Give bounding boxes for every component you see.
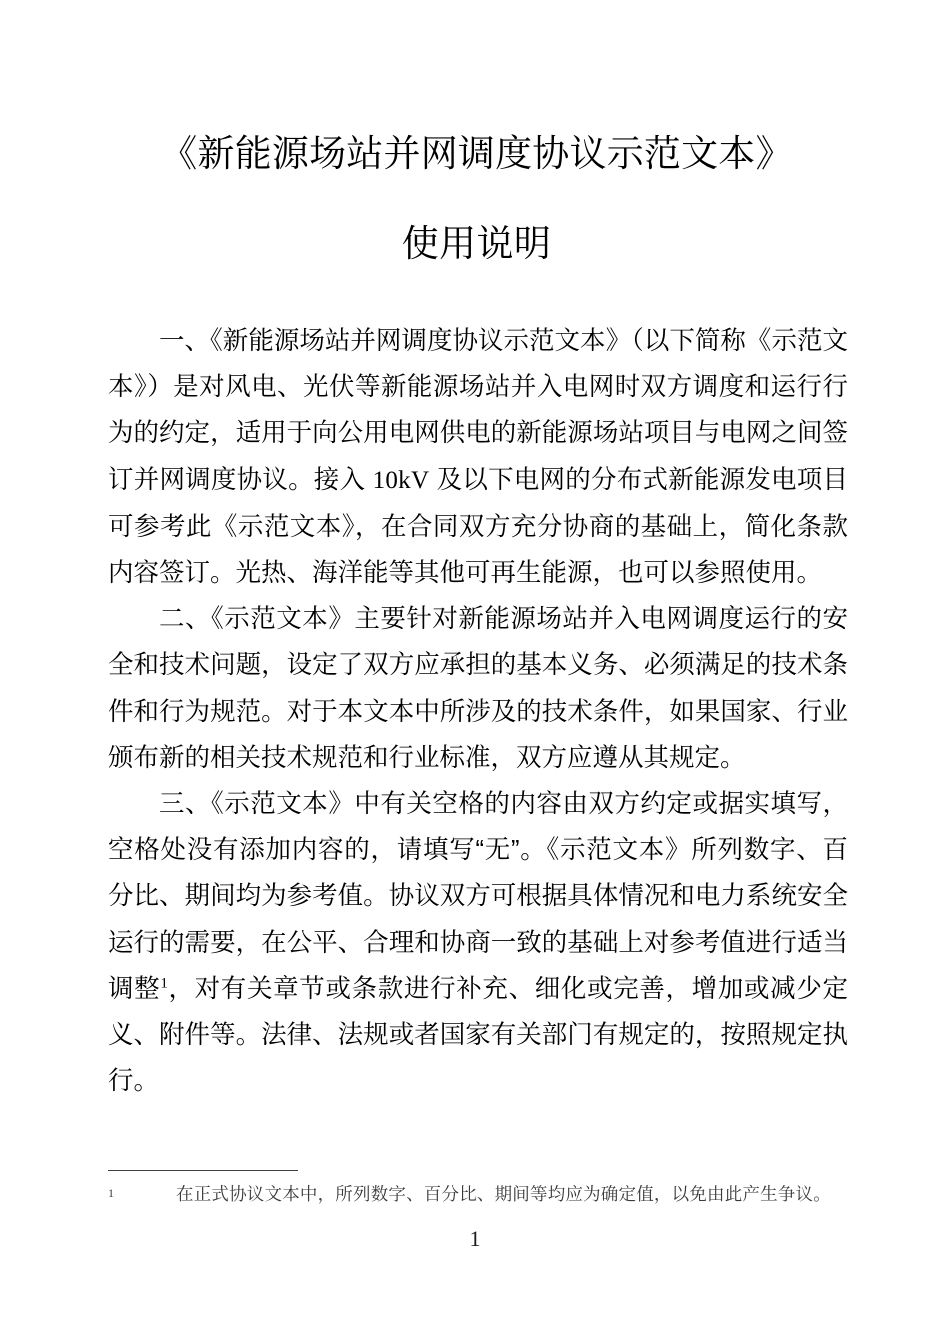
inline-cjk-text: 三、《示范文本》中有关空格的内容由双方约定或据实填写，空格处没有添加内容的，请填写“无”。《示范文本》所列数字、百分比、期间均为参考值。协议双方可根据具体情况和电力系统安全运行的需要，在公平、合理和协商一致的基础上对参考值进行适当调整 (108, 790, 848, 1003)
page-number: 1 (469, 1226, 481, 1251)
footnote-separator-rule (108, 1170, 298, 1171)
paragraph-one (108, 318, 848, 596)
inline-latin-text: 10kV (372, 466, 430, 494)
paragraph-two (108, 596, 848, 781)
footnote-reference-marker[interactable]: 1 (160, 975, 168, 992)
footnote-text: 在正式协议文本中，所列数字、百分比、期间等均应为确定值，以免由此产生争议。 (176, 1184, 831, 1204)
title-block (108, 125, 845, 273)
inline-cjk-text: ，对有关章节或条款进行补充、细化或完善，增加或减少定义、附件等。法律、法规或者国家有关部门有规定的，按照规定执行。 (108, 974, 848, 1096)
paragraph-three (108, 781, 848, 1104)
page-subtitle: 使用说明 (401, 223, 552, 264)
inline-cjk-text: 及以下电网的分布式新能源发电项目可参考此《示范文本》，在合同双方充分协商的基础上，简化条款内容签订。光热、海洋能等其他可再生能源，也可以参照使用。 (108, 465, 848, 588)
page-title: 《新能源场站并网调度协议示范文本》 (160, 133, 793, 174)
footnote-area (108, 1170, 848, 1207)
inline-cjk-text: 二、《示范文本》主要针对新能源场站并入电网调度运行的安全和技术问题，设定了双方应承担的基本义务、必须满足的技术条件和行为规范。对于本文本中所涉及的技术条件，如果国家、行业颁布新的相关技术规范和行业标准，双方应遵从其规定。 (108, 605, 848, 772)
footnote-number: 1 (108, 1186, 114, 1200)
footnote-row (108, 1181, 848, 1207)
document-body (108, 318, 848, 1104)
inline-cjk-text: 一、《新能源场站并网调度协议示范文本》（以下简称《示范文本》）是对风电、光伏等新能源场站并入电网时双方调度和运行行为的约定，适用于向公用电网供电的新能源场站项目与电网之间签订并网调度协议。接入 (108, 327, 848, 494)
